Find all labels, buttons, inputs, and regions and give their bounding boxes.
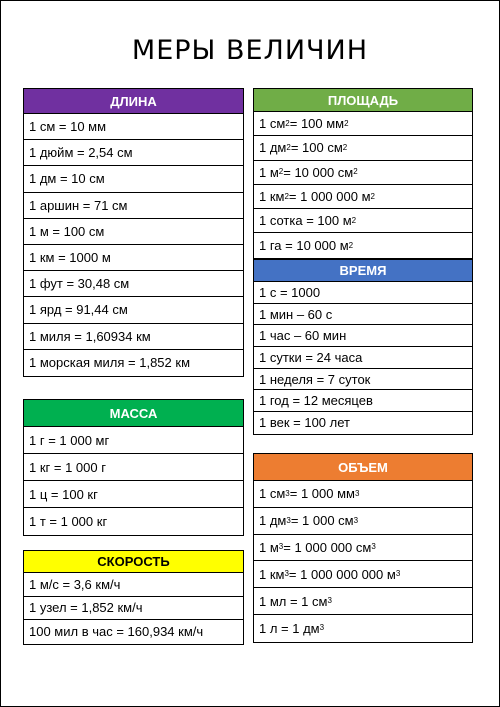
area-table [253, 88, 473, 259]
area-row: 1 дм 2 = 100 см 2 [254, 136, 472, 160]
volume-row: 1 см 3 = 1 000 мм 3 [254, 481, 472, 508]
length-row: 1 м = 100 см [24, 219, 243, 245]
mass-row: 1 кг = 1 000 г [24, 454, 243, 481]
speed-row: 1 м/с = 3,6 км/ч [24, 573, 243, 597]
mass-row: 1 ц = 100 кг [24, 481, 243, 508]
mass-header: МАССА [24, 400, 243, 427]
length-table [23, 88, 244, 377]
volume-table [253, 453, 473, 643]
volume-row: 1 дм 3 = 1 000 см 3 [254, 508, 472, 535]
volume-row: 1 л = 1 дм 3 [259, 620, 325, 636]
time-header: ВРЕМЯ [254, 260, 472, 282]
time-row: 1 мин – 60 с [254, 304, 472, 326]
area-header: ПЛОЩАДЬ [254, 89, 472, 112]
time-row: 1 неделя = 7 суток [254, 369, 472, 391]
mass-row: 1 т = 1 000 кг [29, 514, 108, 529]
time-row: 1 сутки = 24 часа [254, 347, 472, 369]
area-row: 1 га = 10 000 м 2 [259, 238, 354, 254]
length-row: 1 дюйм = 2,54 см [24, 140, 243, 166]
area-row: 1 см 2 = 100 мм 2 [254, 112, 472, 136]
page-title: МЕРЫ ВЕЛИЧИН [131, 35, 369, 66]
time-row: 1 год = 12 месяцев [254, 390, 472, 412]
area-row: 1 км 2 = 1 000 000 м 2 [254, 185, 472, 209]
time-table [253, 259, 473, 435]
mass-row: 1 г = 1 000 мг [24, 427, 243, 454]
length-row: 1 миля = 1,60934 км [24, 324, 243, 350]
volume-row: 1 км 3 = 1 000 000 000 м 3 [254, 561, 472, 588]
length-row: 1 аршин = 71 см [24, 193, 243, 219]
volume-row: 1 мл = 1 см 3 [254, 588, 472, 615]
time-row: 1 час – 60 мин [254, 325, 472, 347]
length-row: 1 ярд = 91,44 см [24, 297, 243, 323]
time-row: 1 с = 1000 [254, 282, 472, 304]
length-row: 1 дм = 10 см [24, 166, 243, 192]
volume-row: 1 м 3 = 1 000 000 см 3 [254, 535, 472, 562]
speed-table [23, 550, 244, 645]
time-row: 1 век = 100 лет [259, 415, 350, 431]
length-header: ДЛИНА [24, 89, 243, 114]
area-row: 1 м 2 = 10 000 см 2 [254, 161, 472, 185]
length-row: 1 см = 10 мм [24, 114, 243, 140]
length-row: 1 морская миля = 1,852 км [29, 355, 191, 371]
speed-header: СКОРОСТЬ [24, 551, 243, 573]
length-row: 1 фут = 30,48 см [24, 271, 243, 297]
speed-row: 1 узел = 1,852 км/ч [24, 597, 243, 621]
volume-header: ОБЪЕМ [254, 454, 472, 481]
area-row: 1 сотка = 100 м 2 [254, 209, 472, 233]
mass-table [23, 399, 244, 536]
speed-row: 100 мил в час = 160,934 км/ч [29, 624, 204, 640]
length-row: 1 км = 1000 м [24, 245, 243, 271]
